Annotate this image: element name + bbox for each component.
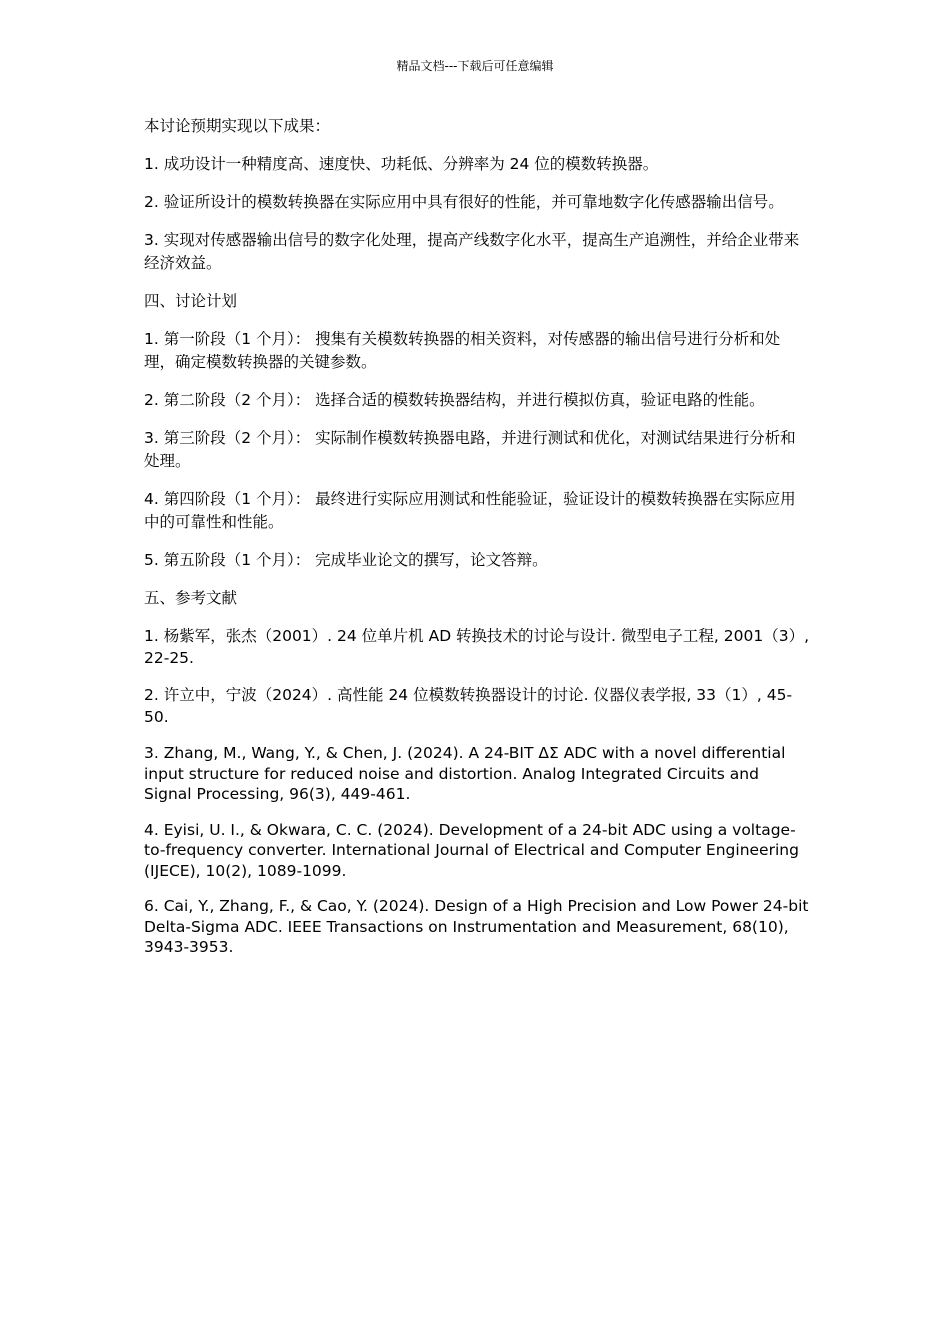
expected-result-item: 2. 验证所设计的模数转换器在实际应用中具有很好的性能，并可靠地数字化传感器输出信号。 <box>144 193 784 211</box>
reference-item: 2. 许立中，宁波（2024）. 高性能 24 位模数转换器设计的讨论. 仪器仪表学报, 33（1）, 45-50. <box>144 686 793 726</box>
plan-item: 5. 第五阶段（1 个月）： 完成毕业论文的撰写，论文答辩。 <box>144 551 548 569</box>
plan-heading: 四、讨论计划 <box>144 292 238 310</box>
document-body <box>144 115 809 973</box>
plan-item: 2. 第二阶段（2 个月）： 选择合适的模数转换器结构，并进行模拟仿真，验证电路的性能。 <box>144 391 765 409</box>
page-header: 精品文档---下载后可任意编辑 <box>396 59 554 73</box>
plan-item: 1. 第一阶段（1 个月）： 搜集有关模数转换器的相关资料，对传感器的输出信号进行分析和处理，确定模数转换器的关键参数。 <box>144 330 781 371</box>
reference-item: 3. Zhang, M., Wang, Y., & Chen, J. (2024). A 24-BIT ΔΣ ADC with a novel differential input structure for reduced noise and distortion. Analog Integrated Circuits and Signal Processing, 96(3), 449-461. <box>144 744 786 803</box>
plan-item: 4. 第四阶段（1 个月）： 最终进行实际应用测试和性能验证，验证设计的模数转换器在实际应用中的可靠性和性能。 <box>144 490 796 531</box>
reference-item: 1. 杨紫军，张杰（2001）. 24 位单片机 AD 转换技术的讨论与设计. 微型电子工程, 2001（3）, 22-25. <box>144 627 810 667</box>
expected-result-item: 1. 成功设计一种精度高、速度快、功耗低、分辨率为 24 位的模数转换器。 <box>144 155 659 173</box>
reference-item: 6. Cai, Y., Zhang, F., & Cao, Y. (2024). Design of a High Precision and Low Power 24-bit Delta-Sigma ADC. IEEE Transactions on Instrumentation and Measurement, 68(10), 3943-3953. <box>144 897 809 956</box>
reference-item: 4. Eyisi, U. I., & Okwara, C. C. (2024). Development of a 24-bit ADC using a voltage-to-frequency converter. International Journal of Electrical and Computer Engineering (IJECE), 10(2), 1089-1099. <box>144 820 799 880</box>
expected-results-intro: 本讨论预期实现以下成果： <box>144 117 331 135</box>
plan-item: 3. 第三阶段（2 个月）： 实际制作模数转换器电路，并进行测试和优化，对测试结果进行分析和处理。 <box>144 429 796 470</box>
expected-result-item: 3. 实现对传感器输出信号的数字化处理，提高产线数字化水平，提高生产追溯性，并给企业带来经济效益。 <box>144 231 800 272</box>
references-heading: 五、参考文献 <box>144 589 238 607</box>
